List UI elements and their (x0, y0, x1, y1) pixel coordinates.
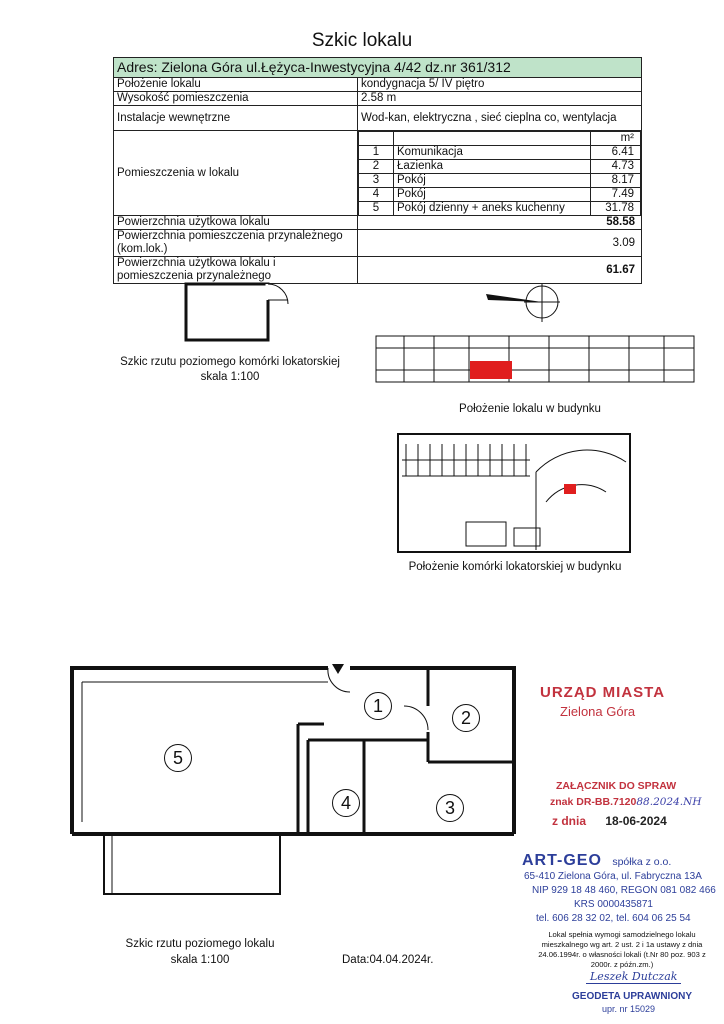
company-name: ART-GEO (522, 852, 602, 869)
company-address: 65-410 Zielona Góra, ul. Fabryczna 13A (524, 871, 702, 882)
unit-floor-plan (64, 662, 524, 912)
company-suffix: spółka z o.o. (612, 856, 672, 868)
combined-area-label: Powierzchnia użytkowa lokalu i pomieszczenia przynależnego (114, 257, 358, 284)
room-row: 2 Łazienka 4.73 (359, 160, 641, 174)
storage-cell-sketch (180, 278, 300, 348)
usable-area-label: Powierzchnia użytkowa lokalu (114, 216, 358, 230)
north-arrow-icon (480, 280, 570, 330)
unit-info-table (113, 57, 642, 284)
unit-in-building-caption: Położenie lokalu w budynku (459, 403, 601, 415)
room-label-1: 1 (364, 692, 392, 720)
height-label: Wysokość pomieszczenia (114, 92, 358, 106)
room-row: 3 Pokój 8.17 (359, 174, 641, 188)
case-sign-handwritten: 88.2024.NH (636, 796, 702, 808)
company-stamp-header (522, 852, 671, 870)
case-sign-prefix: znak DR-BB.7120 (550, 796, 637, 808)
location-label: Położenie lokalu (114, 78, 358, 92)
entrance-marker-icon (332, 664, 344, 674)
city-office-stamp-city: Zielona Góra (560, 704, 636, 719)
company-nip: NIP 929 18 48 460, REGON 081 082 466 (532, 885, 716, 896)
attachment-stamp: ZAŁĄCZNIK DO SPRAW (556, 780, 677, 792)
city-office-stamp-title: URZĄD MIASTA (540, 684, 666, 701)
room-row: 1 Komunikacja 6.41 (359, 146, 641, 160)
installations-value: Wod-kan, elektryczna , sieć cieplna co, wentylacja (358, 106, 642, 131)
rooms-label: Pomieszczenia w lokalu (114, 131, 358, 216)
case-date-stamp: 18-06-2024 (605, 814, 667, 828)
storage-highlight (564, 484, 576, 494)
storage-in-building-caption: Położenie komórki lokatorskiej w budynku (408, 561, 622, 573)
room-row: 4 Pokój 7.49 (359, 188, 641, 202)
company-phones: tel. 606 28 32 02, tel. 604 06 25 54 (536, 913, 691, 924)
rooms-table (358, 131, 641, 215)
case-sign-line (550, 796, 701, 808)
ancillary-area-value: 3.09 (358, 230, 642, 257)
unit-label: m² (591, 132, 641, 146)
ancillary-area-label: Powierzchnia pomieszczenia przynależnego (kom.lok.) (114, 230, 358, 257)
room-label-4: 4 (332, 789, 360, 817)
surveyor-signature: Leszek Dutczak (586, 970, 681, 984)
room-label-2: 2 (452, 704, 480, 732)
height-value: 2.58 m (358, 92, 642, 106)
storage-sketch-scale: skala 1:100 (200, 371, 260, 383)
location-value: kondygnacja 5/ IV piętro (358, 78, 642, 92)
unit-sketch-scale: skala 1:100 (170, 954, 230, 966)
storage-sketch-caption: Szkic rzutu poziomego komórki lokatorskiej (120, 356, 340, 368)
page-title: Szkic lokalu (311, 30, 413, 51)
unit-sketch-caption: Szkic rzutu poziomego lokalu (125, 938, 275, 950)
case-date-prefix: z dnia (552, 814, 587, 828)
address: Adres: Zielona Góra ul.Łężyca-Inwestycyjna 4/42 dz.nr 361/312 (114, 58, 642, 78)
building-unit-location (374, 330, 704, 390)
document-date: Data:04.04.2024r. (342, 954, 434, 966)
unit-highlight (470, 361, 512, 379)
installations-label: Instalacje wewnętrzne (114, 106, 358, 131)
usable-area-value: 58.58 (358, 216, 642, 230)
legal-note: Lokal spełnia wymogi samodzielnego lokalu mieszkalnego wg art. 2 ust. 2 i 1a ustawy z dnia 24.06.1994r. o własności lokali (t.Nr 80 poz. 903 z 2000r. z późn.zm.) (538, 930, 706, 969)
room-row: 5 Pokój dzienny + aneks kuchenny 31.78 (359, 202, 641, 216)
building-storage-location (396, 432, 634, 556)
room-label-5: 5 (164, 744, 192, 772)
room-label-3: 3 (436, 794, 464, 822)
surveyor-number: upr. nr 15029 (602, 1004, 656, 1014)
case-date-line (552, 814, 667, 828)
company-krs: KRS 0000435871 (574, 899, 653, 910)
combined-area-value: 61.67 (358, 257, 642, 284)
surveyor-title: GEODETA UPRAWNIONY (572, 991, 693, 1002)
